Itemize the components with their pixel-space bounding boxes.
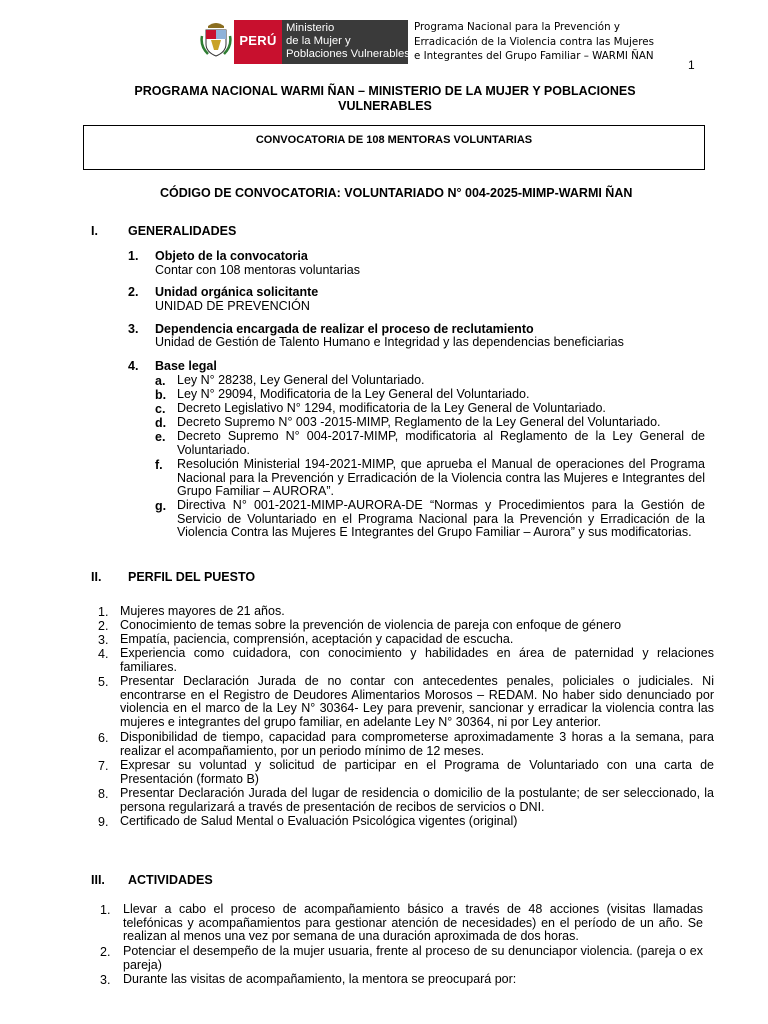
ministry-logo <box>200 20 408 64</box>
coat-of-arms-icon <box>200 20 232 60</box>
profile-item: Conocimiento de temas sobre la prevención de violencia de pareja con enfoque de género <box>120 618 622 632</box>
subsection-number: 2. <box>128 285 139 299</box>
legal-item: Ley N° 29094, Modificatoria de la Ley General del Voluntariado. <box>177 387 530 401</box>
page-title <box>120 84 650 114</box>
list-number: 9. <box>98 815 109 829</box>
convocatoria-title: CONVOCATORIA DE 108 MENTORAS VOLUNTARIAS <box>255 134 533 146</box>
legal-letter: g. <box>155 499 167 513</box>
legal-letter: b. <box>155 388 167 402</box>
subsection-text: UNIDAD DE PREVENCIÓN <box>155 299 310 313</box>
list-number: 1. <box>100 903 111 917</box>
list-number: 4. <box>98 647 109 661</box>
subsection-title: Dependencia encargada de realizar el proceso de reclutamiento <box>155 322 534 336</box>
subsection-text: Unidad de Gestión de Talento Humano e Integridad y las dependencias beneficiarias <box>155 335 624 349</box>
subsection-text: Contar con 108 mentoras voluntarias <box>155 263 360 277</box>
section-numeral: II. <box>91 570 102 584</box>
program-line: Erradicación de la Violencia contra las Mujeres <box>414 35 654 48</box>
list-number: 1. <box>98 605 109 619</box>
legal-letter: f. <box>155 458 163 472</box>
page-number: 1 <box>688 58 695 72</box>
subsection-number: 1. <box>128 249 139 263</box>
legal-item: Ley N° 28238, Ley General del Voluntariado. <box>177 373 425 387</box>
legal-item: Resolución Ministerial 194-2021-MIMP, que aprueba el Manual de operaciones del Programa Nacional para la Prevención y Erradicación de la Violencia contra las Mujeres e Integrantes del Grupo Familiar – AURORA”. <box>177 457 705 498</box>
list-number: 2. <box>98 619 109 633</box>
profile-item: Presentar Declaración Jurada del lugar de residencia o domicilio de la postulante; de ser seleccionado, la persona regularizará a través de presentación de recibos de servicios o DNI. <box>120 786 714 814</box>
program-line: Programa Nacional para la Prevención y <box>414 21 620 33</box>
list-number: 8. <box>98 787 109 801</box>
section-numeral: III. <box>91 873 105 887</box>
section-title: PERFIL DEL PUESTO <box>128 570 256 584</box>
profile-item: Disponibilidad de tiempo, capacidad para comprometerse aproximadamente 3 horas a la semana, para realizar el acompañamiento, por un periodo mínimo de 12 meses. <box>120 730 714 758</box>
subsection-number: 4. <box>128 359 139 373</box>
convocatoria-box <box>83 125 705 170</box>
subsection-number: 3. <box>128 322 139 336</box>
profile-item: Empatía, paciencia, comprensión, aceptación y capacidad de escucha. <box>120 632 514 646</box>
legal-letter: e. <box>155 430 166 444</box>
ministry-name-box <box>282 20 408 64</box>
list-number: 3. <box>98 633 109 647</box>
legal-letter: d. <box>155 416 167 430</box>
profile-item: Presentar Declaración Jurada de no contar con antecedentes penales, policiales o judiciales. Ni encontrarse en el Registro de Deudores Alimentarios Morosos – REDAM. No haber sido denunciado por violencia en el marco de la Ley N° 30364- Ley para prevenir, sancionar y erradicar la violencia contra las mujeres e integrantes del grupo familiar, en adelante Ley N° 30364, ni por Ley anterior. <box>120 674 714 729</box>
legal-letter: a. <box>155 374 166 388</box>
title-line: PROGRAMA NACIONAL WARMI ÑAN – MINISTERIO DE LA MUJER Y POBLACIONES <box>134 84 636 98</box>
convocatoria-code: CÓDIGO DE CONVOCATORIA: VOLUNTARIADO N° 004-2025-MIMP-WARMI ÑAN <box>160 186 633 200</box>
legal-item: Decreto Supremo N° 003 -2015-MIMP, Reglamento de la Ley General del Voluntariado. <box>177 415 661 429</box>
peru-flag-badge <box>234 20 282 64</box>
flag-label: PERÚ <box>239 33 277 48</box>
program-name <box>414 20 654 64</box>
legal-item: Decreto Legislativo N° 1294, modificatoria de la Ley General de Voluntariado. <box>177 401 606 415</box>
legal-item: Directiva N° 001-2021-MIMP-AURORA-DE “Normas y Procedimientos para la Gestión de Servicio de Voluntariado en el Programa Nacional para la Prevención y Erradicación de la Violencia Contra las Mujeres E Integrantes del Grupo Familiar – Aurora” y sus modificatorias. <box>177 498 705 539</box>
section-title: ACTIVIDADES <box>128 873 213 887</box>
profile-item: Certificado de Salud Mental o Evaluación Psicológica vigentes (original) <box>120 814 518 828</box>
program-line: e Integrantes del Grupo Familiar – WARMI ÑAN <box>414 50 654 62</box>
subsection-title: Base legal <box>155 359 217 373</box>
ministry-line: de la Mujer y <box>286 35 351 47</box>
list-number: 7. <box>98 759 109 773</box>
activity-item: Potenciar el desempeño de la mujer usuaria, frente al proceso de su denunciapor violencia. (pareja o ex pareja) <box>123 944 703 972</box>
list-number: 5. <box>98 675 109 689</box>
ministry-line: Ministerio <box>286 22 335 34</box>
ministry-line: Poblaciones Vulnerables <box>286 48 410 60</box>
title-line: VULNERABLES <box>338 99 432 113</box>
profile-item: Expresar su voluntad y solicitud de participar en el Programa de Voluntariado con una carta de Presentación (formato B) <box>120 758 714 786</box>
legal-item: Decreto Supremo N° 004-2017-MIMP, modificatoria al Reglamento de la Ley General de Voluntariado. <box>177 429 705 457</box>
section-numeral: I. <box>91 224 98 238</box>
profile-item: Mujeres mayores de 21 años. <box>120 604 285 618</box>
section-title: GENERALIDADES <box>128 224 237 238</box>
list-number: 2. <box>100 945 111 959</box>
subsection-title: Objeto de la convocatoria <box>155 249 308 263</box>
list-number: 6. <box>98 731 109 745</box>
activity-item: Llevar a cabo el proceso de acompañamiento básico a través de 48 acciones (visitas llamadas telefónicas y acompañamientos para gestionar atención de necesidades) en el período de un año. Se realizan al menos una vez por semana de una duración aproximada de dos horas. <box>123 902 703 943</box>
legal-letter: c. <box>155 402 166 416</box>
activity-item: Durante las visitas de acompañamiento, la mentora se preocupará por: <box>123 972 517 986</box>
list-number: 3. <box>100 973 111 987</box>
subsection-title: Unidad orgánica solicitante <box>155 285 319 299</box>
profile-item: Experiencia como cuidadora, con conocimiento y habilidades en área de paternidad y relaciones familiares. <box>120 646 714 674</box>
